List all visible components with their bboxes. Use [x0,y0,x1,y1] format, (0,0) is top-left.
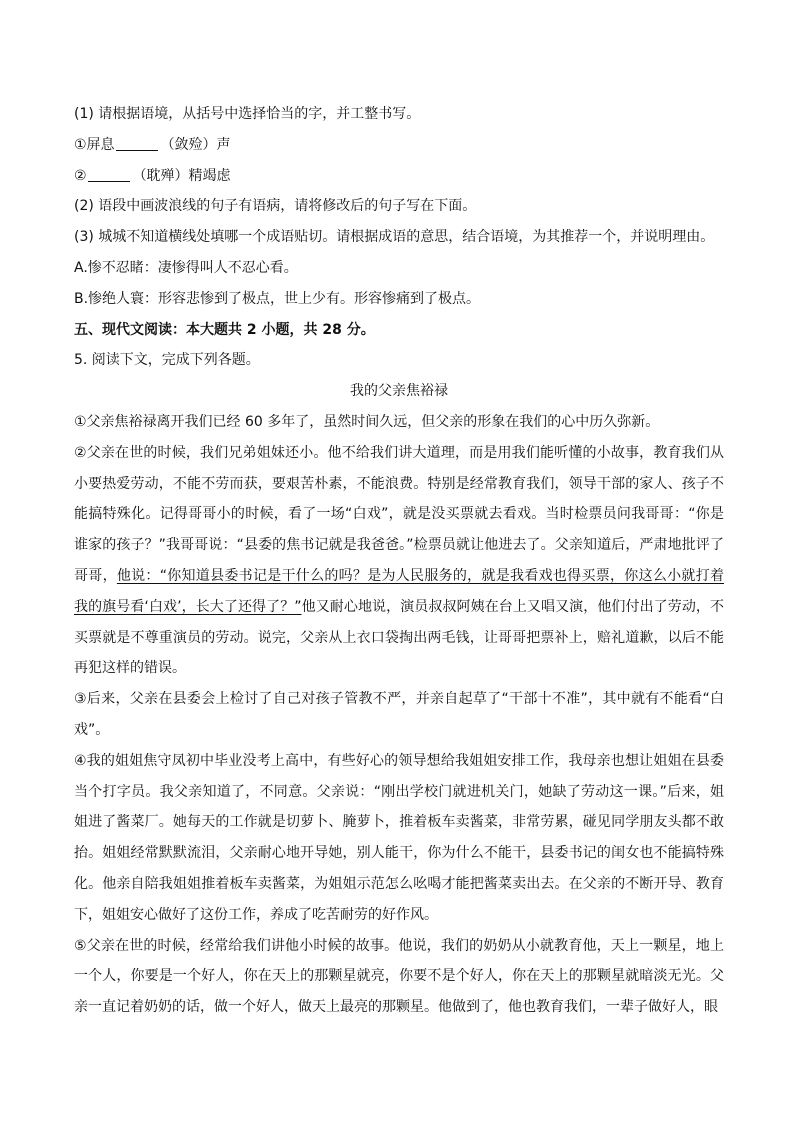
paragraph-5: ⑤父亲在世的时候，经常给我们讲他小时候的故事。他说，我们的奶奶从小就教育他，天上一颗星，地上一个人，你要是一个好人，你在天上的那颗星就亮，你要不是个好人，你在天上的那颗星就暗淡无光。父亲一直记着奶奶的话，做一个好人，做天上最亮的那颗星。他做到了，他也教育我们，一辈子做好人，眼 [74,937,724,1016]
paragraph-2-text-b: 他又耐心地说，演员叔叔阿姨在台上又唱又演，他们付出了劳动，不买票就是不尊重演员的劳动。说完，父亲从上衣口袋掏出两毛钱，让哥哥把票补上，赔礼道歉，以后不能再犯这样的错误。 [74,598,724,677]
item-b-suffix: （耽殚）精竭虑 [132,167,231,184]
paragraph-2 [74,438,724,684]
paragraph-4: ④我的姐姐焦守凤初中毕业没考上高中，有些好心的领导想给我姐姐安排工作，我母亲也想让姐姐在县委当个打字员。我父亲知道了，不同意。父亲说：“刚出学校门就进机关门，她缺了劳动这一课。”后来，姐姐进了酱菜厂。她每天的工作就是切萝卜、腌萝卜，推着板车卖酱菜，非常劳累，碰见同学朋友头都不敢抬。姐姐经常默默流泪，父亲耐心地开导她，别人能干，你为什么不能干，县委书记的闺女也不能搞特殊化。他亲自陪我姐姐推着板车卖酱菜，为姐姐示范怎么吆喝才能把酱菜卖出去。在父亲的不断开导、教育下，姐姐安心做好了这份工作，养成了吃苦耐劳的好作风。 [74,752,724,923]
section-five-heading: 五、现代文阅读：本大题共 2 小题，共 28 分。 [74,321,375,338]
item-a-prefix: ①屏息 [74,136,115,153]
paragraph-3: ③后来，父亲在县委会上检讨了自己对孩子管教不严，并亲自起草了“干部十不准”，其中就有不能看“白戏”。 [74,691,724,738]
question-5: 5. 阅读下文，完成下列各题。 [74,352,260,369]
question-3: (3) 城城不知道横线处填哪一个成语贴切。请根据成语的意思，结合语境，为其推荐一个，并说明理由。 [74,229,715,246]
answer-blank-a[interactable] [116,134,158,151]
question-1-item-a [74,130,724,161]
document-page [74,99,724,1023]
question-1-item-b [74,161,724,192]
option-a: A.惨不忍睹：凄惨得叫人不忍心看。 [74,259,298,276]
item-a-suffix: （敛殓）声 [160,136,231,153]
item-b-prefix: ② [74,167,87,184]
paragraph-2-underlined-sentence: 他说：“你知道县委书记是干什么的吗？是为人民服务的，就是我看戏也得买票，你这么小就打着我的旗号看‘白戏’，长大了还得了？” [74,567,724,615]
option-b: B.惨绝人寰：形容悲惨到了极点，世上少有。形容惨痛到了极点。 [74,290,481,307]
question-1: (1) 请根据语境，从括号中选择恰当的字，并工整书写。 [74,106,421,122]
article-title: 我的父亲焦裕禄 [350,383,448,400]
paragraph-2-text-a: ②父亲在世的时候，我们兄弟姐妹还小。他不给我们讲大道理，而是用我们能听懂的小故事，教育我们从小要热爱劳动，不能不劳而获，要艰苦朴素，不能浪费。特别是经常教育我们，领导干部的家人、孩子不能搞特殊化。记得哥哥小的时候，看了一场“白戏”，就是没买票就去看戏。当时检票员问我哥哥：“你是谁家的孩子？”我哥哥说：“县委的焦书记就是我爸爸。”检票员就让他进去了。父亲知道后，严肃地批评了哥哥， [74,444,724,584]
answer-blank-b[interactable] [88,165,130,182]
paragraph-1: ①父亲焦裕禄离开我们已经 60 多年了，虽然时间久远，但父亲的形象在我们的心中历久弥新。 [74,413,660,430]
question-2: (2) 语段中画波浪线的句子有语病，请将修改后的句子写在下面。 [74,198,477,215]
